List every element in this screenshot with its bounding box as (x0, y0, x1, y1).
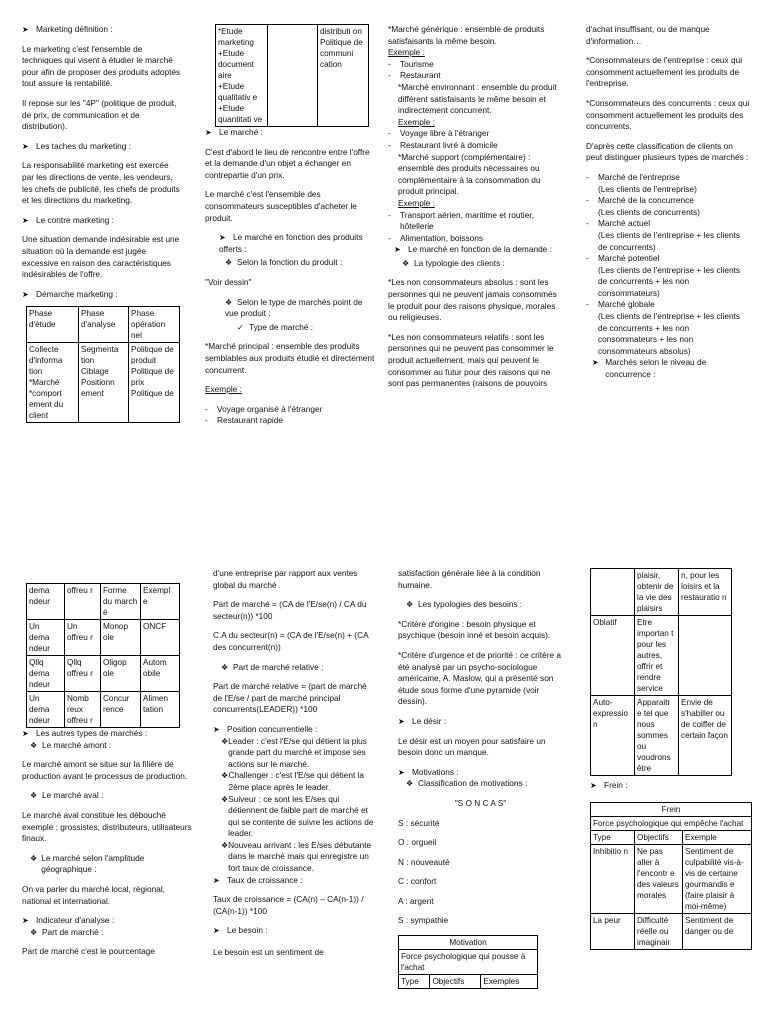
motivation-table-continued (590, 568, 732, 776)
heading-autres-types: Les autres types de marchés : (36, 728, 148, 738)
soncas-letter: A : argent (398, 895, 434, 906)
diamond-bullet-icon: ❖ (221, 794, 229, 804)
position-suiveur: Suiveur : ce sont les E/ses qui détiennent de faible part de marché et qui se contente de suivre les actions de leader. (228, 793, 374, 839)
table-header: Exemple (683, 830, 752, 844)
table-cell: Envie de s'habiller ou de coiffer de certain façon (679, 696, 732, 776)
paragraph-taches: La responsabilité marketing est exercée par les directions de vente, les vendeurs, les chefs de publicité, les chefs de produits et les directions du marketing. (22, 160, 180, 206)
table-cell: *Etude marketing +Etude document aire +Etude qualitativ e +Etude quantitati ve (216, 25, 268, 127)
soncas-letter: S : sécurité (398, 817, 440, 828)
paragraph-definition: Le marketing c'est l'ensemble de techniques qui visent à étudier le marché pour afin de proposer des produits adoptés tout assure la rentabilité. (22, 43, 181, 89)
demarche-table-continued (215, 24, 369, 127)
table-cell: Autom obile (141, 656, 180, 692)
table-cell (591, 569, 635, 616)
exemple-label: Exemple : (388, 47, 425, 58)
exemple-list (388, 210, 558, 245)
arrow-bullet-icon: ➤ (590, 781, 597, 790)
paragraph-marche-consommateurs: Le marché c'est l'ensemble des consommateurs susceptibles d'acheter le produit. (205, 189, 357, 223)
table-cell: Nomb reux offreu r (65, 692, 101, 728)
arrow-bullet-icon: ➤ (22, 916, 29, 926)
paragraph-non-consommateurs-relatifs: *Les non consommateurs relatifs : sont les personnes qui ne peuvent pas consommer le produit actuellement, mais qui peuvent le consommer au futur pour des raisons qui ne sont pas permanentes (raisons de pouvoirs (388, 331, 554, 389)
list-item: - Restaurant livré à domicile (388, 140, 558, 152)
arrow-bullet-icon: ➤ (219, 233, 226, 243)
diamond-bullet-icon: ❖ (225, 258, 233, 268)
arrow-bullet-icon: ➤ (398, 767, 405, 777)
list-item: - Restaurant rapide (205, 415, 375, 427)
diamond-bullet-icon: ❖ (30, 791, 38, 801)
formula-part-marche: Part de marché = (CA de l'E/se(n) / CA du secteur(n)) *100 (213, 599, 367, 621)
table-cell: Oligop ole (101, 656, 141, 692)
heading-marche-aval: Le marché aval : (42, 790, 104, 801)
heading-indicateur: Indicateur d'analyse : (36, 915, 115, 926)
table-header: Type (591, 830, 635, 844)
heading-demarche: Démarche marketing : (36, 288, 118, 299)
table-cell: Segmenta tion Ciblage Positionn ement (79, 343, 129, 423)
soncas-letter: C : confort (398, 876, 437, 887)
arrow-bullet-icon: ➤ (22, 289, 29, 299)
table-cell: Exempl e (141, 584, 180, 620)
heading-marche-amont: Le marché amont : (42, 739, 112, 750)
table-cell: dema ndeur (27, 584, 65, 620)
heading-part-marche: Part de marché : (42, 926, 104, 937)
table-cell: Auto-expressio n (591, 696, 635, 776)
voir-dessin: "Voir dessin" (205, 276, 252, 287)
table-header: Phase d'étude (27, 307, 79, 343)
diamond-bullet-icon: ❖ (225, 297, 233, 307)
arrow-bullet-icon: ➤ (22, 25, 29, 34)
table-cell (679, 616, 732, 696)
list-item: - Marché de l'entreprise (Les clients de l'entreprise) (586, 172, 750, 195)
heading-position: Position concurrentielle : (227, 723, 318, 734)
niveau-concurrence-table (26, 583, 180, 728)
table-cell: Un dema ndeur (27, 692, 65, 728)
paragraph-amont: Le marché amont se situe sur la filière de production avant le processus de production. (22, 759, 188, 781)
table-title: Motivation (399, 936, 538, 950)
table-cell: Inhibitio n (591, 844, 635, 913)
paragraph-origine: *Critère d'origine : besoin physique et psychique (besoin inné et besoin acquis). (398, 618, 551, 641)
page2-column1 (22, 583, 192, 1024)
exemple-list (388, 128, 558, 151)
table-cell: Politique de produit Politique de prix Politique de (129, 343, 180, 423)
table-cell: Sentiment de culpabilité vis-à-vis de certaine gourmandis e (faire plaisir à moi-même) (683, 844, 752, 913)
table-definition: Force psychologique qui empêche l'achat (591, 816, 752, 830)
table-cell: n, pour les loisirs et la restauratio n (679, 569, 732, 616)
paragraph-contre-marketing: Une situation demande indésirable est une situation où la demande est jugée excessive en raison des caractéristiques indésirables de l'offre. (22, 234, 180, 280)
exemple-list (205, 404, 375, 427)
list-item: - Voyage libre à l'étranger (388, 128, 558, 140)
soncas-title: "S O N C A S" (454, 797, 507, 808)
table-definition: Force psychologique qui pousse à l'achat (399, 950, 538, 975)
paragraph-desir: Le désir est un moyen pour satisfaire un besoin donc un manque. (398, 735, 546, 758)
heading-fonction-produits: Le marché en fonction des produits offerts : (219, 232, 363, 254)
page1-column2 (205, 24, 375, 504)
table-header: Objectifs (430, 975, 481, 989)
table-cell: Qllq dema ndeur (27, 656, 65, 692)
position-challenger: Challenger : c'est l'E/se qui détient la 2ème place après le leader. (228, 770, 365, 792)
soncas-letter: S : sympathie (398, 915, 449, 926)
list-item: - Marché globale (Les clients de l'entreprise + les clients de concurrents + les non consommateurs + les non consommateurs absolus) (586, 299, 750, 357)
diamond-bullet-icon: ❖ (402, 258, 410, 268)
list-item (213, 736, 378, 771)
list-item: - Alimentation, boissons (388, 233, 558, 245)
demarche-table (26, 306, 180, 423)
paragraph-generique: *Marché générique : ensemble de produits satisfaisants la même besoin. (388, 24, 545, 46)
list-item: - Restaurant (388, 70, 558, 82)
table-cell: ONCF (141, 620, 180, 656)
soncas-letter: N : nouveauté (398, 856, 450, 867)
soncas-letter: O : orgueil (398, 837, 437, 848)
table-cell: Sentiment de danger ou de (683, 913, 752, 949)
diamond-bullet-icon: ❖ (221, 771, 229, 781)
list-item (213, 840, 378, 875)
heading-typologie-clients: La typologie des clients : (414, 257, 505, 268)
heading-typologies-besoins: Les typologies des besoins : (418, 599, 523, 610)
heading-taches: Les taches du marketing : (36, 140, 132, 151)
list-item: - Voyage organisé à l'étranger (205, 404, 375, 416)
paragraph-marche-lieu: C'est d'abord le lieu de rencontre entre l'offre et la demande d'un objet a échanger en contrepartie d'un prix. (205, 146, 370, 180)
table-header: Phase d'analyse (79, 307, 129, 343)
arrow-bullet-icon: ➤ (592, 358, 599, 368)
heading-selon-type: Selon le type de marchés point de vue produit : (225, 296, 363, 319)
diamond-bullet-icon: ❖ (30, 927, 38, 937)
paragraph-urgence: *Critère d'urgence et de priorité : ce critère a été analysé par un psycho-sociologue américaine, A. Maslow, qui a présenté son étude sous forme d'une pyramide (voir dessin). (398, 649, 561, 707)
paragraph-aval: Le marché aval constitue les débouché exemple : grossistes, distributeurs, utilisateurs finaux. (22, 809, 192, 844)
formula-ca-secteur: C.A du secteur(n) = (CA de l'E/se(n) + (CA des concurrent(n)) (213, 630, 369, 652)
arrow-bullet-icon: ➤ (213, 724, 220, 734)
paragraph-continued: d'achat insuffisant, ou de manque d'information… (586, 24, 710, 46)
diamond-bullet-icon: ❖ (406, 600, 414, 610)
position-nouveau: Nouveau arrivant : les E/ses débutante dans le marché mais qui enregistre un fort taux de croissance. (228, 839, 372, 874)
paragraph-non-consommateurs-absolus: *Les non consommateurs absolus : sont les personnes qui ne peuvent jamais consommés le produit pour des raisons physique, morales ou religieuses. (388, 277, 557, 323)
diamond-bullet-icon: ❖ (406, 779, 414, 789)
list-item (213, 794, 378, 840)
heading-frein: Frein : (604, 780, 628, 790)
table-cell: Forme du march é (101, 584, 141, 620)
paragraph-environnant: *Marché environnant : ensemble du produit différent satisfaisants le même besoin et indirectement concurrent. (398, 81, 557, 116)
table-cell: La peur (591, 913, 635, 949)
table-cell: distributi on Politique de communi cation (318, 25, 369, 127)
page1-column4 (586, 24, 750, 504)
table-cell: plaisir, obtenir de la vie des plaisirs (635, 569, 679, 616)
heading-contre-marketing: Le contre marketing : (36, 214, 114, 225)
table-cell: Qllq offreu r (65, 656, 101, 692)
table-cell: Alimen tation (141, 692, 180, 728)
table-cell: Apparaitr e tel que nous sommes ou voudrons être (635, 696, 679, 776)
heading-selon-fonction: Selon la fonction du produit : (237, 257, 343, 268)
paragraph-marche-principal: *Marché principal : ensemble des produits semblables aux produits étudié et directement concurrent. (205, 341, 375, 375)
table-header: Exemples (481, 975, 538, 989)
motivation-table (398, 935, 538, 989)
table-cell (268, 25, 318, 127)
heading-classification: Classification de motivations : (418, 778, 528, 789)
frein-table (590, 802, 752, 950)
table-cell: Un dema ndeur (27, 620, 65, 656)
arrow-bullet-icon: ➤ (22, 729, 29, 738)
exemple-list (388, 59, 558, 82)
check-bullet-icon: ✓ (237, 322, 244, 332)
diamond-bullet-icon: ❖ (221, 840, 229, 850)
diamond-bullet-icon: ❖ (30, 740, 38, 750)
diamond-bullet-icon: ❖ (221, 736, 229, 746)
heading-marketing-definition: Marketing définition : (36, 24, 113, 34)
table-cell: offreu r (65, 584, 101, 620)
table-cell: Oblatif (591, 616, 635, 696)
exemple-label: Exemple : (398, 116, 435, 127)
table-cell: Difficulté réelle ou imaginair (635, 913, 683, 949)
paragraph-besoin: Le besoin est un sentiment de (213, 947, 324, 958)
arrow-bullet-icon: ➤ (398, 716, 405, 726)
paragraph-part-marche: Part de marché c'est le pourcentage (22, 946, 156, 957)
arrow-bullet-icon: ➤ (394, 245, 401, 255)
arrow-bullet-icon: ➤ (213, 926, 220, 936)
table-cell: Concur rence (101, 692, 141, 728)
page2-column3 (398, 568, 563, 1024)
list-item: - Marché actuel (Les clients de l'entreprise + les clients de concurrents) (586, 218, 750, 253)
list-item: - Transport aérien, maritime et routier, hôtellerie (388, 210, 558, 233)
page2-column2 (213, 568, 378, 1024)
list-item: - Tourisme (388, 59, 558, 71)
table-header: Objectifs (635, 830, 683, 844)
page2-column4 (590, 568, 758, 1024)
paragraph-continued: satisfaction générale liée à la condition humaine. (398, 568, 541, 590)
list-item: - Marché potentiel (Les clients de l'entreprise + les clients de concurrents + les non consommateurs) (586, 253, 750, 299)
table-cell: Collecte d'informa tion *Marché *comport ement du client (27, 343, 79, 423)
heading-amplitude: Le marché selon l'amplitude géographique : (41, 852, 145, 875)
table-cell: Monop ole (101, 620, 141, 656)
arrow-bullet-icon: ➤ (205, 128, 212, 137)
arrow-bullet-icon: ➤ (22, 141, 29, 151)
heading-motivations: Motivations : (412, 766, 459, 777)
paragraph-apres-classification: D'après cette classification de clients on peut distinguer plusieurs types de marchés : (586, 140, 749, 163)
formula-part-relative: Part de marché relative = (part de marché de l'E/se / part de marché principal concurrents(LEADER)) *100 (213, 681, 367, 715)
table-header: Phase opération nel (129, 307, 180, 343)
heading-part-relative: Part de marché relative : (233, 661, 324, 672)
table-title: Frein (591, 802, 752, 816)
heading-besoin: Le besoin : (227, 925, 268, 936)
heading-taux: Taux de croissance : (227, 874, 303, 885)
types-marches-list (586, 172, 750, 358)
diamond-bullet-icon: ❖ (221, 662, 229, 672)
paragraph-support: *Marché support (complémentaire) : ensemble des produits nécessaires ou complémentaire à la consommation du produit principal. (398, 151, 541, 197)
table-header: Type (399, 975, 430, 989)
list-item (213, 770, 378, 793)
table-cell: Ne pas aller à l'encontr e des valeurs morales (635, 844, 683, 913)
formula-taux: Taux de croissance = (CA(n) – CA(n-1)) / (CA(n-1)) *100 (213, 894, 364, 916)
exemple-label: Exemple : (205, 384, 242, 395)
position-leader: Leader : c'est l'E/se qui détient la plus grande part du marché et impose ses actions sur le marché. (228, 735, 367, 769)
paragraph-consommateurs-concurrents: *Consommateurs des concurrents : ceux qui consomment actuellement les produits des concurrents. (586, 97, 750, 132)
arrow-bullet-icon: ➤ (22, 215, 29, 225)
page1-column3 (388, 24, 558, 504)
diamond-bullet-icon: ❖ (30, 853, 38, 863)
paragraph-4p: Il repose sur les "4P" (politique de produit, de prix, de communication et de distribution). (22, 97, 177, 132)
heading-niveau-concurrence: Marchés selon le niveau de concurrence : (605, 357, 707, 380)
arrow-bullet-icon: ➤ (213, 875, 220, 885)
paragraph-consommateurs-entreprise: *Consommateurs de l'entreprise : ceux qui consomment actuellement les produits de l'entreprise. (586, 55, 743, 89)
table-cell: Etre importan t pour les autres, offrir et rendre service (635, 616, 679, 696)
exemple-label: Exemple : (398, 197, 435, 208)
paragraph-amplitude: On va parler du marché local, régional, national et international. (22, 883, 165, 906)
heading-fonction-demande: Le marché en fonction de la demande : (408, 244, 552, 255)
heading-desir: Le désir : (412, 715, 447, 726)
heading-marche: Le marché : (219, 127, 263, 137)
paragraph-continued: d'une entreprise par rapport aux ventes global du marché (213, 568, 358, 590)
page1-column1 (22, 24, 182, 504)
list-item: - Marché de la concurrence (Les clients de concurrents) (586, 195, 750, 218)
heading-type-marche: Type de marché : (249, 321, 314, 332)
table-cell: Un offreu r (65, 620, 101, 656)
